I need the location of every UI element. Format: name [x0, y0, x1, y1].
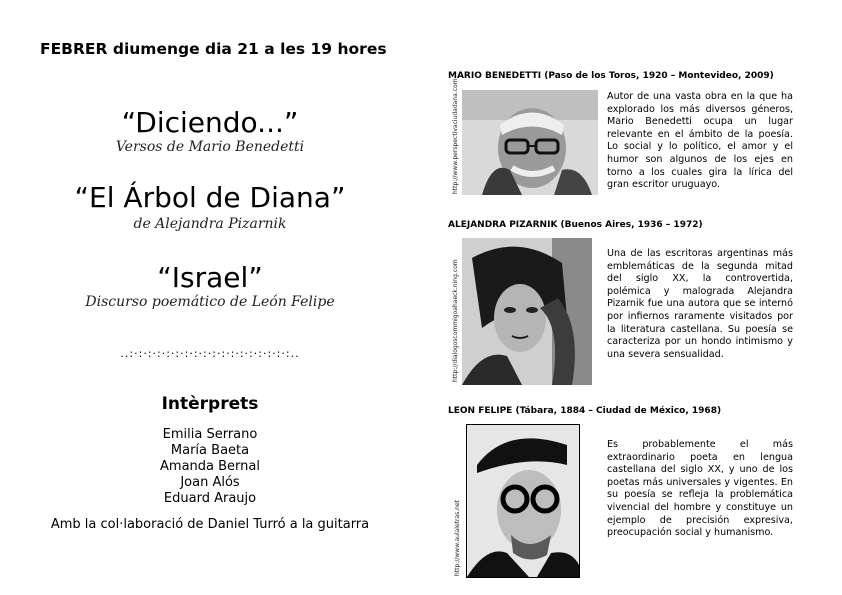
author-heading-leon-felipe: LEON FELIPE (Tábara, 1884 – Ciudad de México, 1968)	[448, 406, 722, 416]
work-subtitle: Discurso poemático de León Felipe	[85, 294, 335, 310]
author-bio-benedetti: Autor de una vasta obra en la que ha explorado los más diversos géneros, Mario Benedetti ocupa un lugar relevante en el ámbito de la poesía. Lo social y lo político, el amor y el humor son algunos de los ejes en torno a los cuales gira la lírica del gran escritor uruguayo.	[607, 91, 793, 191]
performers-list	[0, 427, 420, 507]
author-heading-benedetti: MARIO BENEDETTI (Paso de los Toros, 1920 – Montevideo, 2009)	[448, 71, 774, 81]
author-bio-pizarnik: Una de las escritoras argentinas más emblemáticas de la segunda mitad del siglo XX, la controvertida, polémica y malograda Alejandra Pizarnik fue una autora que se internó por infiernos raramente visitados por la literatura castellana. Su poesía se caracteriza por un hondo intimismo y una severa sensualidad.	[607, 248, 793, 360]
performer-name: Emilia Serrano	[162, 427, 258, 442]
work-title: “Diciendo...”	[121, 106, 299, 139]
portrait-photo-pizarnik	[462, 238, 592, 385]
work-title: “Israel”	[157, 261, 263, 294]
author-heading-pizarnik: ALEJANDRA PIZARNIK (Buenos Aires, 1936 – 1972)	[448, 220, 703, 230]
photo-credit: http://www.perspectivaciudadana.com	[452, 78, 459, 194]
performer-name: María Baeta	[170, 443, 250, 458]
author-bio-leon-felipe: Es probablemente el más extraordinario poeta en lengua castellana del siglo XX, y uno de los poetas más universales y vigentes. En su poesía se refleja la problemática vivencial del hombre y constituye un ejemplo de precisión expresiva, preocupación social y humanismo.	[607, 439, 793, 539]
work-subtitle: de Alejandra Pizarnik	[133, 216, 287, 232]
ornamental-divider: ..:·:·:·:·:·:·:·:·:·:·:·:·:·:·:·:·:·:..	[120, 347, 300, 360]
performers-heading: Intèrprets	[161, 394, 259, 414]
collaboration-note: Amb la col·laboració de Daniel Turró a la guitarra	[50, 517, 370, 532]
portrait-photo-benedetti	[462, 90, 598, 195]
event-date-line: FEBRER diumenge dia 21 a les 19 hores	[40, 40, 387, 58]
photo-credit: http://www.aulaletras.net	[454, 499, 461, 576]
performer-name: Joan Alós	[180, 475, 240, 490]
work-diciendo	[0, 107, 420, 155]
performer-name: Eduard Araujo	[163, 491, 257, 506]
portrait-photo-leon-felipe	[466, 424, 580, 578]
work-subtitle: Versos de Mario Benedetti	[115, 139, 305, 155]
photo-credit: http://dialogoscommigoahaeck.ning.com	[452, 259, 459, 382]
work-israel	[0, 262, 420, 310]
work-arbol-de-diana	[0, 182, 420, 232]
work-title: “El Árbol de Diana”	[74, 181, 346, 214]
performer-name: Amanda Bernal	[160, 459, 260, 474]
